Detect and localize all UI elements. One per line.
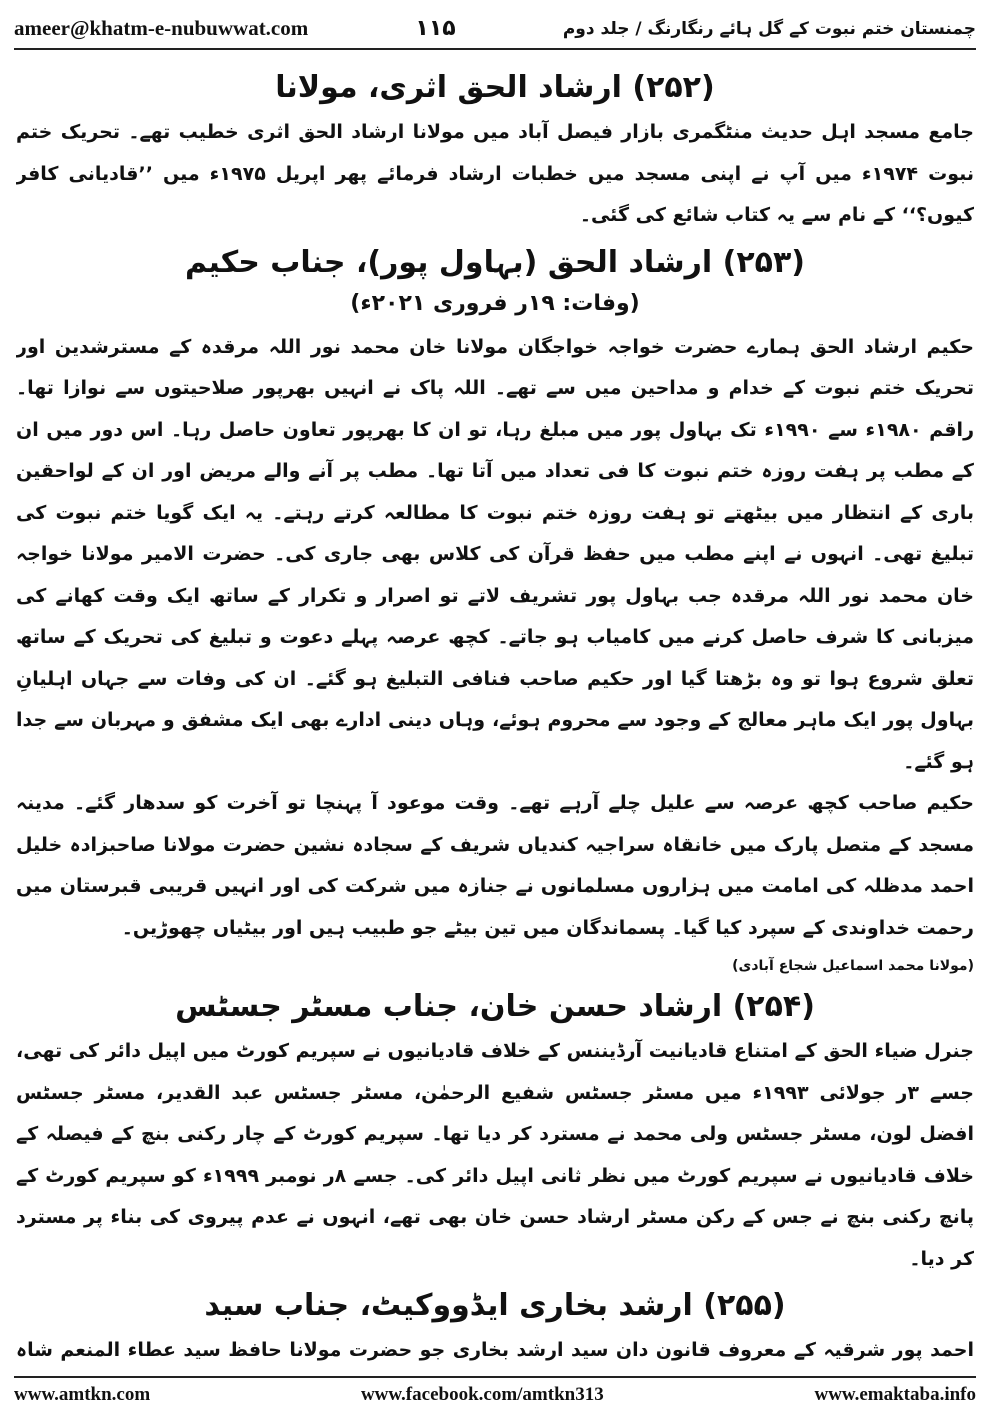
footer-link-emaktaba[interactable]: www.emaktaba.info xyxy=(814,1384,976,1405)
book-title: چمنستان ختم نبوت کے گل ہائے رنگارنگ / جلد دوم xyxy=(562,18,976,39)
footer-link-amtkn[interactable]: www.amtkn.com xyxy=(14,1384,151,1405)
section-heading: (۲۵۲) ارشاد الحق اثری، مولانا xyxy=(275,70,715,105)
page-header xyxy=(14,8,976,50)
section-254 xyxy=(16,987,974,1280)
section-heading: (۲۵۵) ارشد بخاری ایڈووکیٹ، جناب سید xyxy=(204,1288,786,1323)
section-paragraph: حکیم ارشاد الحق ہمارے حضرت خواجہ خواجگان مولانا خان محمد نور اللہ مرقدہ کے مسترشدین اور تحریک ختم نبوت کے خدام و مداحین میں سے تھے۔ اللہ پاک نے انہیں بھرپور صلاحیتوں سے نوازا تھا۔ راقم ۱۹۸۰ء سے ۱۹۹۰ء تک بہاول پور میں مبلغ رہا، تو ان کا بھرپور تعاون حاصل رہا۔ اس دور میں ان کے مطب پر ہفت روزہ ختم نبوت کا فی تعداد میں آتا تھا۔ مطب پر آنے والے مریض اور ان کے لواحقین باری کے انتظار میں بیٹھتے تو ہفت روزہ ختم نبوت کا مطالعہ کرتے رہتے۔ یہ ایک گویا ختم نبوت کی تبلیغ تھی۔ انہوں نے اپنے مطب میں حفظ قرآن کی کلاس بھی جاری کی۔ حضرت الامیر مولانا خواجہ خان محمد نور اللہ مرقدہ جب بہاول پور تشریف لاتے تو اصرار و تکرار کے ساتھ ایک وقت کھانے کی میزبانی کا شرف حاصل کرنے میں کامیاب ہو جاتے۔ کچھ عرصہ پہلے دعوت و تبلیغ کی تحریک کے ساتھ تعلق شروع ہوا تو وہ بڑھتا گیا اور حکیم صاحب فنافی التبلیغ ہو گئے۔ ان کی وفات سے جہاں اہلیانِ بہاول پور ایک ماہر معالج کے وجود سے محروم ہوئے، وہاں دینی ادارے بھی ایک مشفق و مہربان سے جدا ہو گئے۔ xyxy=(16,335,974,773)
section-heading: (۲۵۳) ارشاد الحق (بہاول پور)، جناب حکیم xyxy=(184,244,806,280)
section-252 xyxy=(16,68,974,237)
section-253 xyxy=(16,243,974,982)
footer-link-facebook[interactable]: www.facebook.com/amtkn313 xyxy=(360,1384,604,1405)
section-paragraph: جنرل ضیاء الحق کے امتناع قادیانیت آرڈیننس کے خلاف قادیانیوں نے سپریم کورٹ میں اپیل دائر کی تھی، جسے ۳ر جولائی ۱۹۹۳ء میں مسٹر جسٹس شفیع الرحمٰن، مسٹر جسٹس عبد القدیر، مسٹر جسٹس افضل لون، مسٹر جسٹس ولی محمد نے مسترد کر دیا تھا۔ سپریم کورٹ کے چار رکنی بنچ کے فیصلہ کے خلاف قادیانیوں نے سپریم کورٹ میں نظر ثانی اپیل دائر کی۔ جسے ۸ر نومبر ۱۹۹۹ء کو سپریم کورٹ کے پانچ رکنی بنچ نے جس کے رکن مسٹر ارشاد حسن خان بھی تھے، انہوں نے عدم پیروی کی بناء پر مسترد کر دیا۔ xyxy=(16,1040,974,1270)
page-footer xyxy=(14,1376,976,1412)
section-paragraph: جامع مسجد اہل حدیث منٹگمری بازار فیصل آباد میں مولانا ارشاد الحق اثری خطیب تھے۔ تحریک ختم نبوت ۱۹۷۴ء میں آپ نے اپنی مسجد میں خطبات ارشاد فرمائے پھر اپریل ۱۹۷۵ء میں ’’قادیانی کافر کیوں؟‘‘ کے نام سے یہ کتاب شائع کی گئی۔ xyxy=(16,121,974,226)
page-number: ۱۱۵ xyxy=(415,15,456,41)
page-content xyxy=(16,62,974,1366)
death-date: (وفات: ۱۹ر فروری ۲۰۲۱ء) xyxy=(350,290,640,316)
section-heading: (۲۵۴) ارشاد حسن خان، جناب مسٹر جسٹس xyxy=(175,989,815,1024)
section-paragraph: احمد پور شرقیہ کے معروف قانون دان سید ارشد بخاری جو حضرت مولانا حافظ سید عطاء المنعم شاہ xyxy=(16,1339,974,1361)
header-email[interactable]: ameer@khatm-e-nubuwwat.com xyxy=(14,15,309,40)
section-255 xyxy=(16,1286,974,1366)
section-paragraph: حکیم صاحب کچھ عرصہ سے علیل چلے آرہے تھے۔ وقت موعود آ پہنچا تو آخرت کو سدھار گئے۔ مدینہ مسجد کے متصل پارک میں خانقاہ سراجیہ کندیاں شریف کے سجادہ نشین حضرت مولانا صاحبزادہ خلیل احمد مدظلہ کی امامت میں ہزاروں مسلمانوں نے جنازہ میں شرکت کی اور انہیں قریبی قبرستان میں رحمت خداوندی کے سپرد کیا گیا۔ پسماندگان میں تین بیٹے جو طبیب ہیں اور بیٹیاں چھوڑیں۔ xyxy=(16,792,974,939)
author-credit: (مولانا محمد اسماعیل شجاع آبادی) xyxy=(732,958,974,974)
